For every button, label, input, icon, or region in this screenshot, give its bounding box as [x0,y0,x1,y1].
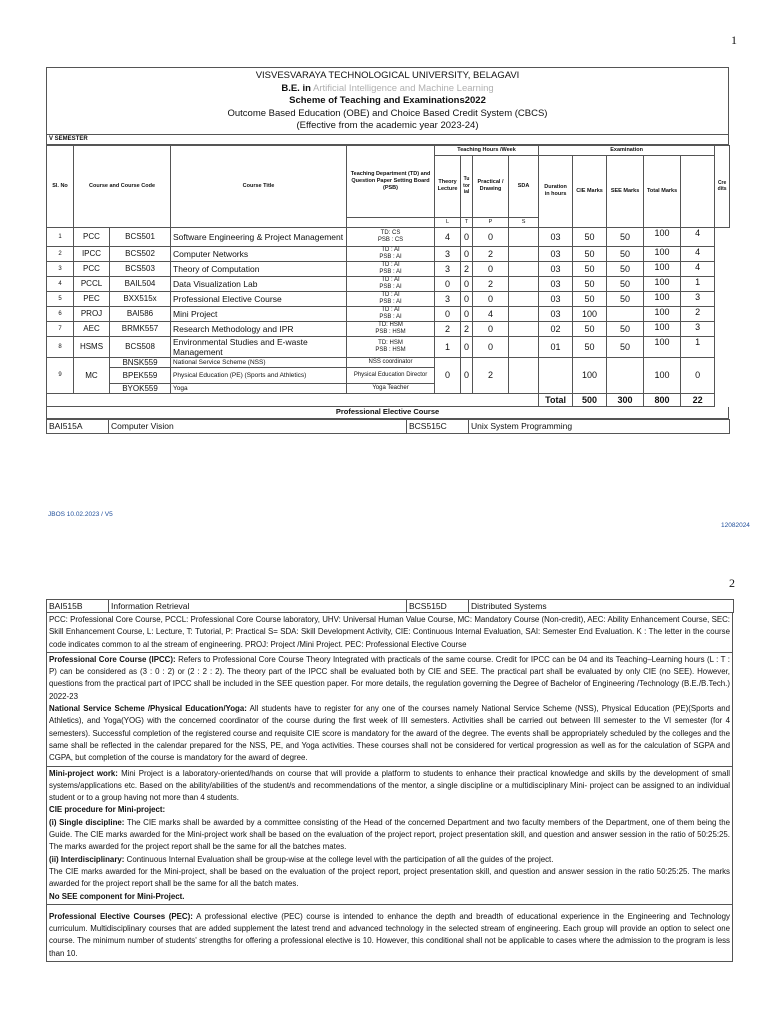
course-row [47,291,730,306]
course-type: MC [74,357,110,393]
col-total: Total Marks [644,155,681,227]
course-title: Software Engineering & Project Management [171,227,347,246]
total-marks: 100 [644,321,681,336]
mini-heading: Mini-project work: [49,768,118,778]
td-label: TD: CS [380,230,401,236]
col-credits: Credits [715,145,730,227]
single-discipline-heading: (i) Single discipline: [49,817,125,827]
jbos-note: JBOS 10.02.2023 / V5 [48,511,113,518]
pec-title: Professional Elective Course [46,407,729,419]
totals-credits: 22 [681,393,715,406]
course-type: PEC [74,291,110,306]
single-discipline-text: The CIE marks shall be awarded by a committee consisting of the Head of the concerned Department and two faculty members of the Department, one of them being the Guide. The CIE marks awarded for the Mini-project work shall be based on the evaluation of the project report, project presentation skill, and question and answer session in the ratio of 50:25:25. The marks awarded for the project report shall be the same for all the batches mates. [49,817,731,852]
teaching-dept: Yoga Teacher [347,383,435,393]
degree-line: B.E. in Artificial Intelligence and Machine Learning [281,82,494,94]
hours-p: 0 [473,227,509,246]
course-title: Computer Networks [171,246,347,261]
hours-p: 0 [473,261,509,276]
teaching-dept [347,321,435,336]
exam-duration: 03 [539,276,573,291]
pec-title-cell: Distributed Systems [469,600,734,613]
pec-code: BAI515B [47,600,109,613]
total-marks: 100 [644,291,681,306]
col-teaching-dept-blank [347,217,435,227]
course-title: Yoga [171,383,347,393]
teaching-dept: Physical Education Director [347,367,435,383]
ipcc-text: Refers to Professional Core Course Theory Integrated with practicals of the same course. Credit for IPCC can be 04 and its Teaching–Learning hours (L : T : P) can be considered as (3 : 0 : 2) or (2 : 2 : 2). The theory part of the IPCC shall be evaluated both by CIE and SEE. The practical part shall be evaluated by only CIE (no SEE). However, questions from the practical part of IPCC shall be included in the SEE question paper. For more details, the regulation governing the Degree of Bachelor of Engineering /Technology (B.E./B.Tech.) 2022-23 [49,654,730,701]
hours-p: 2 [473,246,509,261]
course-type: HSMS [74,336,110,357]
exam-duration [539,357,573,393]
total-marks: 100 [644,261,681,276]
university-name: VISVESVARAYA TECHNOLOGICAL UNIVERSITY, BELAGAVI [255,70,520,81]
totals-see: 300 [607,393,644,406]
exam-duration: 03 [539,227,573,246]
pec-code: BCS515D [407,600,469,613]
course-code: BPEK559 [110,367,171,383]
no-see-note: No SEE component for Mini-Project. [49,891,185,901]
psb-label: PSB : AI [379,268,402,275]
course-row [47,276,730,291]
course-slno: 4 [47,276,74,291]
see-marks: 50 [607,321,644,336]
hours-p: 0 [473,291,509,306]
hours-t: 2 [461,261,473,276]
col-slno: Sl. No [47,145,74,227]
hours-s [509,246,539,261]
hours-t: 2 [461,321,473,336]
pec-text: A professional elective (PEC) course is intended to enhance the depth and breadth of educational experience in the Engineering and Technology curriculum. Multidisciplinary courses that are added supplement the latest trend and advanced technology in the selected stream of engineering. Each group will provide an option to select one course. The minimum number of students' strengths for offering a professional elective is 10. However, this conditional shall not be applicable to cases where the admission to the program is less than 10. [49,911,730,958]
page-number: 2 [729,576,735,590]
hours-p: 4 [473,306,509,321]
pec-row [46,599,734,613]
credits: 3 [681,321,715,336]
mini-text: Mini Project is a laboratory-oriented/hands on course that will provide a platform to students to enhance their practical knowledge and skills by the development of small systems/applications etc. Based on the ability/abilities of the student/s and recommendations of the mentor, a single discipline or a multidisciplinary Mini- project can be assigned to an individual student or to a group having not more than 4 students. [49,768,730,803]
hours-l: 1 [435,336,461,357]
course-row [47,306,730,321]
credits: 1 [681,276,715,291]
course-slno: 6 [47,306,74,321]
col-p: P [473,217,509,227]
col-cie: CIE Marks [573,155,607,227]
course-title: Environmental Studies and E-waste Management [171,336,347,357]
hours-s [509,336,539,357]
course-type: IPCC [74,246,110,261]
interdisciplinary-text-2: The CIE marks awarded for the Mini-project, shall be based on the evaluation of the project report, project presentation skill, and question and answer session in the ratio 50:25:25. The marks awarded for the project report shall be the same for all the batch mates. [49,866,730,889]
credits: 3 [681,291,715,306]
col-duration: Duration in hours [539,155,573,227]
total-marks: 100 [644,227,681,246]
hours-s [509,227,539,246]
col-tutorial: Tutorial [461,155,473,217]
pec-code: BAI515A [47,419,109,433]
col-theory: Theory Lecture [435,155,461,217]
col-teaching-dept: Teaching Department (TD) and Question Paper Setting Board (PSB) [347,145,435,217]
course-type: PCC [74,227,110,246]
cie-marks: 50 [573,227,607,246]
teaching-dept [347,246,435,261]
cie-marks: 50 [573,291,607,306]
see-marks: 50 [607,276,644,291]
total-marks: 100 [644,336,681,357]
td-label: TD : AI [381,277,400,283]
scheme-page-1 [46,67,729,434]
total-marks: 100 [644,246,681,261]
pec-note [46,905,733,962]
course-title: Research Methodology and IPR [171,321,347,336]
course-table [46,145,730,407]
credits: 0 [681,357,715,393]
cie-marks: 50 [573,276,607,291]
ipcc-note [46,653,733,767]
cie-procedure-heading: CIE procedure for Mini-project: [49,805,166,815]
interdisciplinary-text: Continuous Internal Evaluation shall be group-wise at the college level with the participation of all the guides of the project. [126,854,554,864]
mini-project-note [46,767,733,905]
hours-s [509,306,539,321]
see-marks [607,306,644,321]
see-marks: 50 [607,227,644,246]
hours-t: 0 [461,306,473,321]
hours-l: 3 [435,246,461,261]
footer-code: 12082024 [721,522,750,529]
hours-l: 4 [435,227,461,246]
scheme-page-2 [46,599,733,962]
pec-title-cell: Information Retrieval [109,600,407,613]
psb-label: PSB : AI [379,298,402,305]
hours-p: 0 [473,336,509,357]
nss-heading: National Service Scheme /Physical Education/Yoga: [49,704,247,714]
program-name: Artificial Intelligence and Machine Learning [313,82,494,94]
col-teaching-hours: Teaching Hours /Week [435,145,539,155]
course-code: BYOK559 [110,383,171,393]
exam-duration: 01 [539,336,573,357]
td-label: TD: HSM [378,340,403,346]
course-code: BCS508 [110,336,171,357]
col-sda: SDA [509,155,539,217]
hours-s [509,261,539,276]
nss-text: All students have to register for any one of the courses namely National Service Scheme (NSS), Physical Education (PE)(Sports and Athletics), and Yoga(YOG) with the concerned coordinator of the course during the first week of III semesters. Activities shall be carried out between III semester to the VI semester (for 4 semesters). Successful completion of the registered course and requisite CIE score is mandatory for the award of the degree. The events shall be appropriately scheduled by the colleges and the same shall be reflected in the calendar prepared for the NSS, PE, and Yoga activities. These courses shall not be considered for vertical progression as well as for the calculation of SGPA and CGPA, but completion of the course is mandatory for the award of degree. [49,704,731,763]
pec-code: BCS515C [407,419,469,433]
hours-p: 2 [473,276,509,291]
course-code: BRMK557 [110,321,171,336]
course-code: BAIL504 [110,276,171,291]
page-number: 1 [731,33,737,47]
course-title: Physical Education (PE) (Sports and Athletics) [171,367,347,383]
psb-label: PSB : CS [377,236,404,243]
see-marks: 50 [607,246,644,261]
cie-marks: 50 [573,321,607,336]
totals-cie: 500 [573,393,607,406]
course-title: National Service Scheme (NSS) [171,357,347,367]
psb-label: PSB : HSM [375,346,406,353]
teaching-dept: NSS coordinator [347,357,435,367]
hours-s [509,321,539,336]
course-title: Data Visualization Lab [171,276,347,291]
cie-marks: 100 [573,306,607,321]
cie-marks: 50 [573,246,607,261]
hours-l: 3 [435,291,461,306]
course-slno: 7 [47,321,74,336]
hours-t: 0 [461,357,473,393]
course-slno: 1 [47,227,74,246]
course-row [47,261,730,276]
teaching-dept [347,227,435,246]
see-marks: 50 [607,291,644,306]
td-label: TD : AI [381,262,400,268]
scheme-title: Scheme of Teaching and Examinations2022 [289,95,486,106]
cie-marks: 50 [573,261,607,276]
credits: 2 [681,306,715,321]
course-title: Theory of Computation [171,261,347,276]
totals-row [47,393,730,406]
hours-l: 2 [435,321,461,336]
teaching-dept [347,336,435,357]
teaching-dept [347,261,435,276]
effective-line: (Effective from the academic year 2023-24) [296,120,479,131]
course-type: PROJ [74,306,110,321]
pec-heading: Professional Elective Courses (PEC): [49,911,193,921]
course-row [47,246,730,261]
totals-label: Total [539,393,573,406]
totals-blank [47,393,539,406]
hours-l: 0 [435,306,461,321]
hours-t: 0 [461,336,473,357]
psb-label: PSB : AI [379,253,402,260]
see-marks: 50 [607,261,644,276]
col-practical: Practical / Drawing [473,155,509,217]
hours-t: 0 [461,227,473,246]
mc-option-row [47,357,730,367]
obe-line: Outcome Based Education (OBE) and Choice Based Credit System (CBCS) [227,107,548,119]
td-label: TD: HSM [378,322,403,328]
course-type: PCCL [74,276,110,291]
ipcc-heading: Professional Core Course (IPCC): [49,654,176,664]
col-course: Course and Course Code [74,145,171,227]
col-l: L [435,217,461,227]
hours-s [509,357,539,393]
course-title: Mini Project [171,306,347,321]
exam-duration: 03 [539,261,573,276]
cie-marks: 100 [573,357,607,393]
exam-duration: 03 [539,306,573,321]
scheme-header [46,67,729,134]
hours-s [509,291,539,306]
hours-s [509,276,539,291]
course-code: BXX515x [110,291,171,306]
hours-p: 0 [473,321,509,336]
course-row [47,227,730,246]
course-row [47,321,730,336]
exam-duration: 02 [539,321,573,336]
course-slno: 9 [47,357,74,393]
exam-duration: 03 [539,291,573,306]
course-code: BCS501 [110,227,171,246]
hours-l: 3 [435,261,461,276]
col-examination: Examination [539,145,715,155]
credits: 4 [681,227,715,246]
teaching-dept [347,306,435,321]
pec-title-cell: Computer Vision [109,419,407,433]
course-type: PCC [74,261,110,276]
col-t: T [461,217,473,227]
col-title: Course Title [171,145,347,227]
see-marks [607,357,644,393]
course-code: BCS503 [110,261,171,276]
course-code: BNSK559 [110,357,171,367]
course-row [47,336,730,357]
teaching-dept [347,291,435,306]
see-marks: 50 [607,336,644,357]
exam-duration: 03 [539,246,573,261]
td-label: TD : AI [381,292,400,298]
hours-l: 0 [435,276,461,291]
course-type: AEC [74,321,110,336]
hours-p: 2 [473,357,509,393]
course-slno: 5 [47,291,74,306]
psb-label: PSB : AI [379,283,402,290]
td-label: TD : AI [381,307,400,313]
course-slno: 2 [47,246,74,261]
course-code: BAI586 [110,306,171,321]
total-marks: 100 [644,357,681,393]
pec-row [46,419,730,434]
td-label: TD : AI [381,247,400,253]
semester-label: V SEMESTER [47,134,729,144]
psb-label: PSB : HSM [375,328,406,335]
credits: 4 [681,246,715,261]
credits: 4 [681,261,715,276]
col-s: S [509,217,539,227]
hours-t: 0 [461,291,473,306]
total-marks: 100 [644,306,681,321]
totals-total: 800 [644,393,681,406]
course-code: BCS502 [110,246,171,261]
course-slno: 3 [47,261,74,276]
psb-label: PSB : AI [379,313,402,320]
hours-t: 0 [461,246,473,261]
course-title: Professional Elective Course [171,291,347,306]
abbreviations-note [46,613,733,653]
credits: 1 [681,336,715,357]
teaching-dept [347,276,435,291]
cie-marks: 50 [573,336,607,357]
pec-title-cell: Unix System Programming [469,419,730,433]
interdisciplinary-heading: (ii) Interdisciplinary: [49,854,125,864]
col-see: SEE Marks [607,155,644,227]
course-slno: 8 [47,336,74,357]
hours-l: 0 [435,357,461,393]
abbreviations-text: PCC: Professional Core Course, PCCL: Professional Core Course laboratory, UHV: Universal Human Value Course, MC: Mandatory Course (Non-credit), AEC: Ability Enhancement Course, SEC: Skill Enhancement Course, L: Lecture, T: Tutorial, P: Practical S= SDA: Skill Development Activity, CIE: Continuous Internal Evaluation, SAI: Semester End Evaluation. K : The letter in the course code indicates common to al the stream of engineering. PROJ: Project /Mini Project. PEC: Professional Elective Course [49,615,730,649]
hours-t: 0 [461,276,473,291]
total-marks: 100 [644,276,681,291]
